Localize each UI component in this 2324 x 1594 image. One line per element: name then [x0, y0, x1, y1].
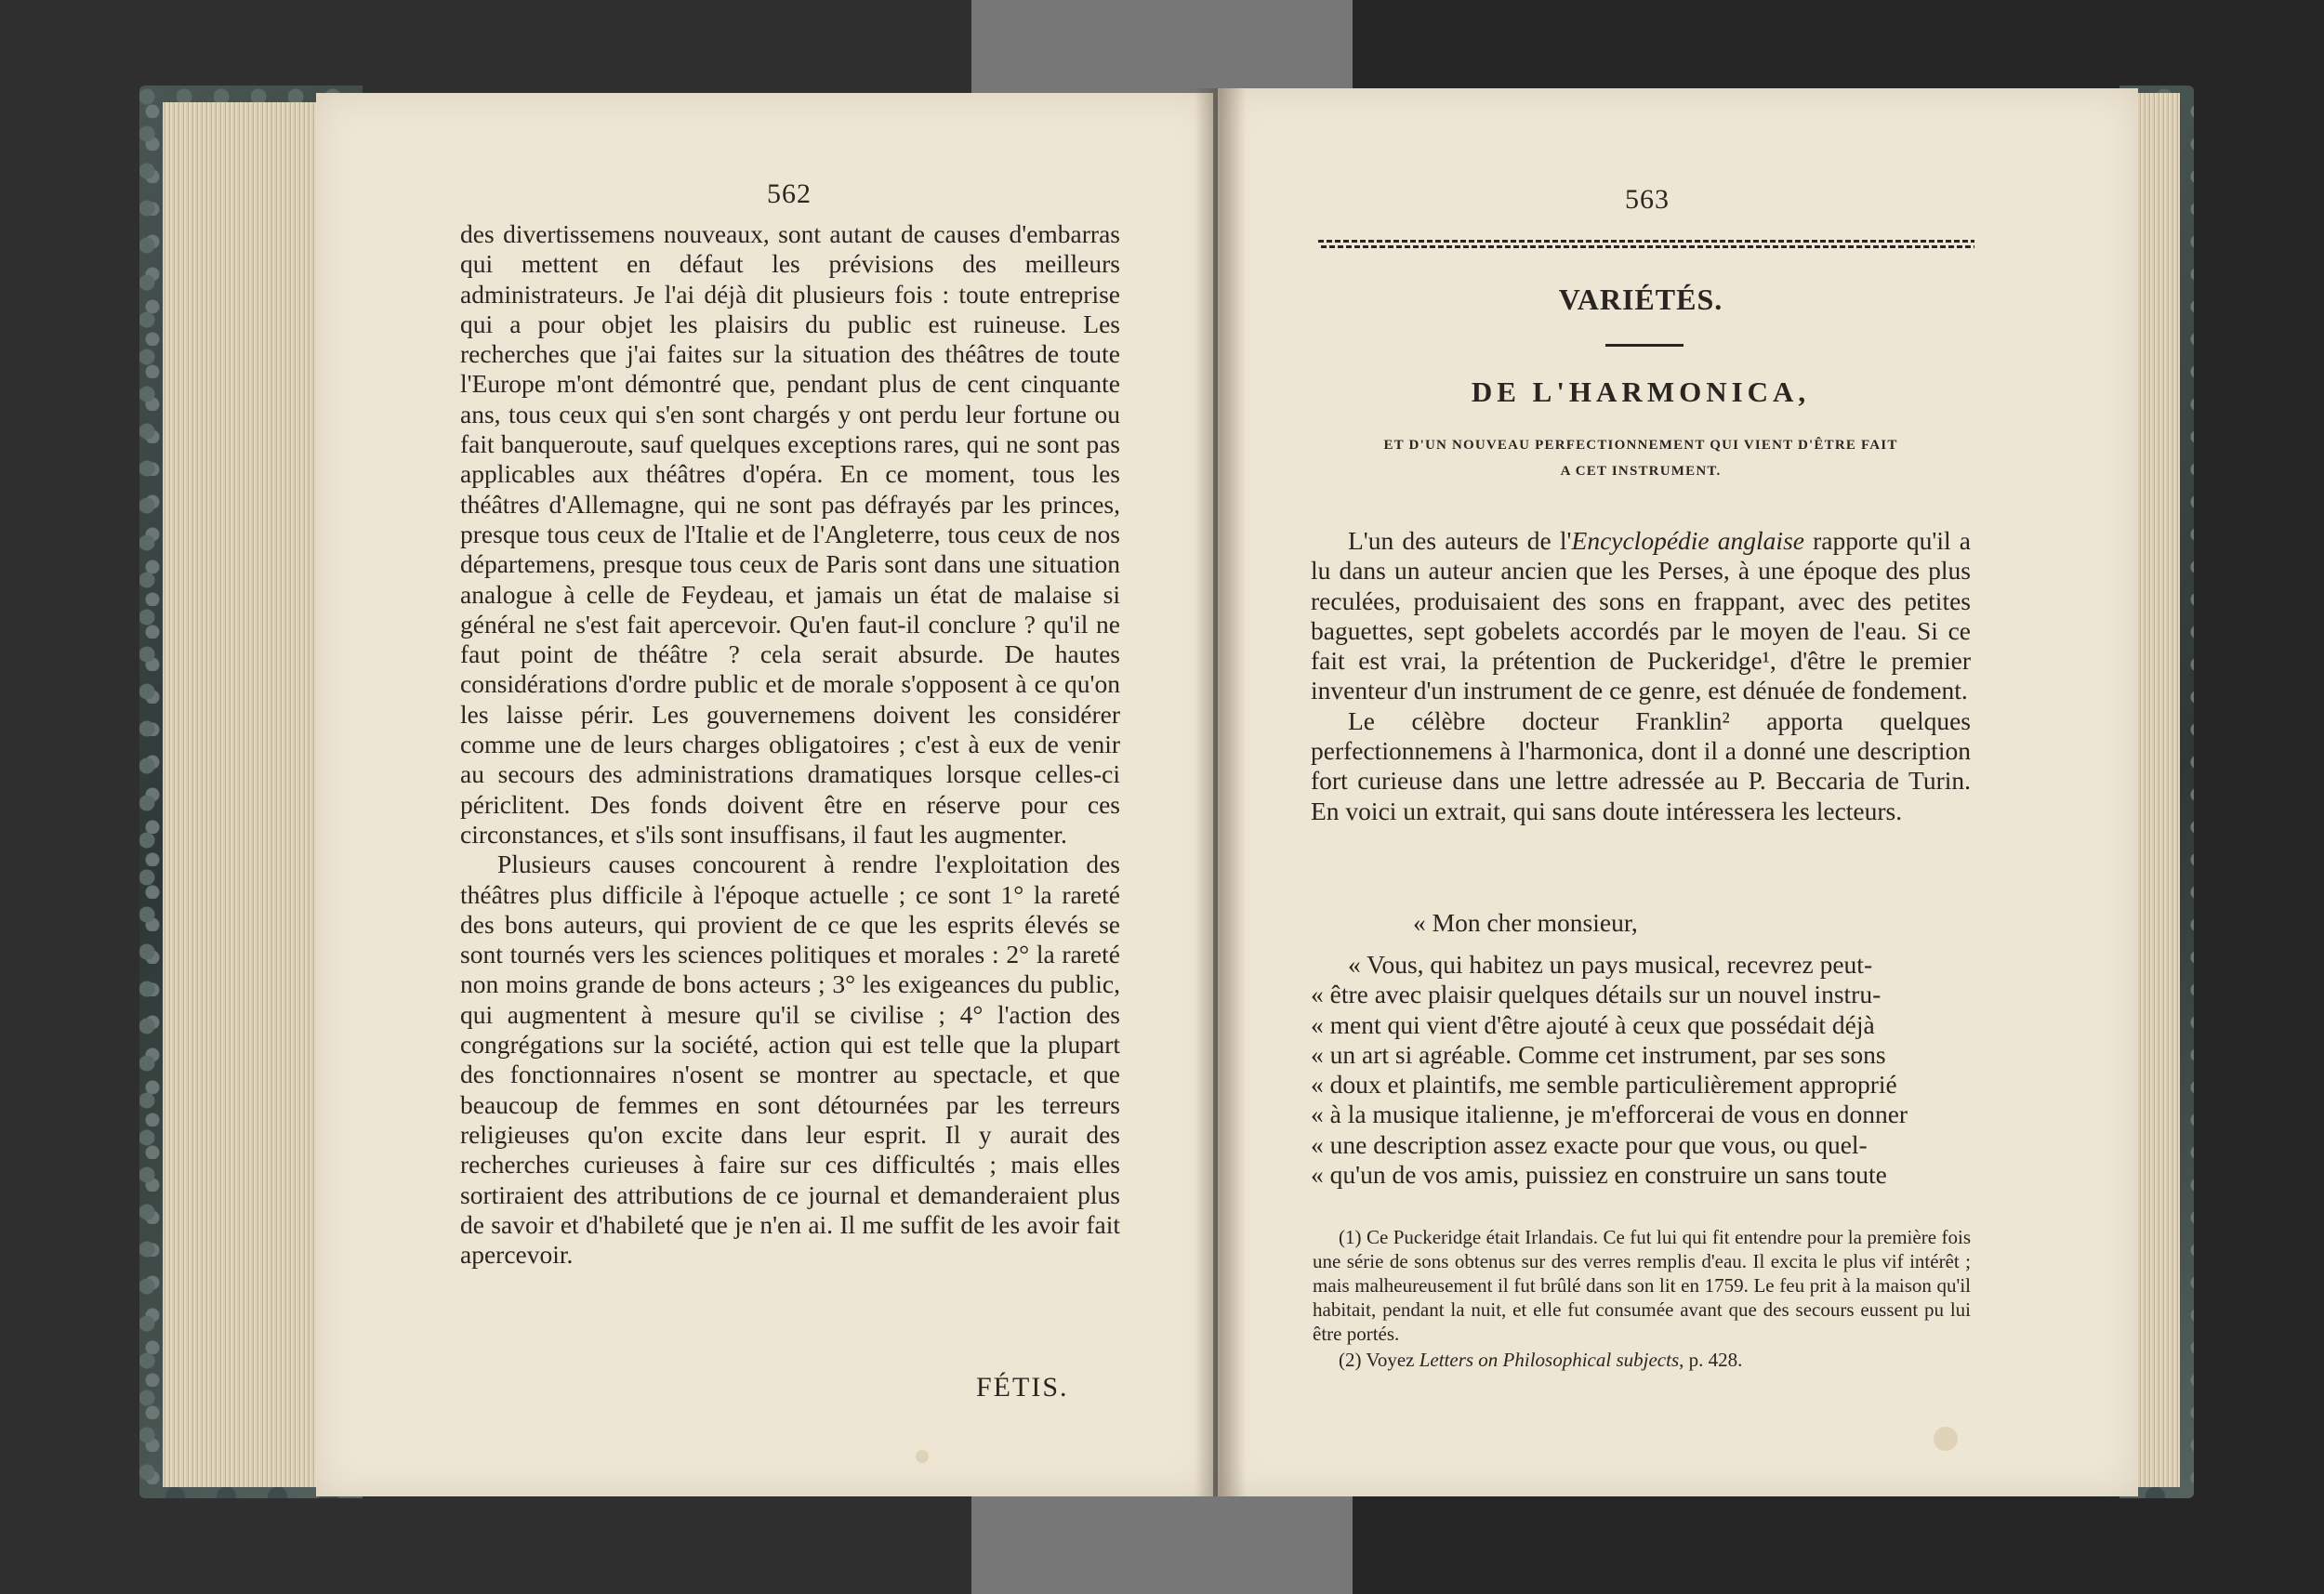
quote-line: « un art si agréable. Comme cet instrument, par ses sons: [1311, 1039, 1886, 1069]
left-page-text: [460, 219, 1120, 1270]
italic-title: Encyclopédie anglaise: [1571, 526, 1804, 555]
page-edges-left: [163, 102, 330, 1487]
right-page-text: [1311, 526, 1971, 826]
quoted-letter: [1311, 950, 1971, 1190]
page-stain: [916, 1450, 929, 1463]
article-subtitle-line: ET D'UN NOUVEAU PERFECTIONNEMENT QUI VIENT D'ÊTRE FAIT: [1383, 438, 1898, 453]
footnote-1: (1) Ce Puckeridge était Irlandais. Ce fut lui qui fit entendre pour la première fois une série de sons obtenus sur des verres remplis d'eau. Il excita le plus vif intérêt ; mais malheureusement il fut brûlé dans son lit en 1759. Le feu prit à la maison qu'il habitait, pendant la nuit, et elle fut consumée avant que des secours eussent pu lui être portés.: [1313, 1226, 1971, 1345]
text-run: Le célèbre docteur Franklin² apporta quelques perfectionnemens à l'harmonica, dont il a donné une description fort curieuse dans une lettre adressée au P. Beccaria de Turin. En voici un extrait, qui sans doute intéressera les lecteurs.: [1311, 705, 1971, 825]
author-signature: FÉTIS.: [976, 1372, 1069, 1403]
title-divider: [1605, 344, 1684, 347]
text-run: (2) Voyez: [1339, 1349, 1419, 1371]
right-paragraph-1: [1311, 526, 1971, 706]
footnotes: [1313, 1225, 1971, 1372]
footnote-2: [1313, 1348, 1971, 1372]
right-paragraph-2: [1311, 706, 1971, 826]
quote-line: « qu'un de vos amis, puissiez en construire un sans toute: [1311, 1160, 1887, 1190]
left-paragraph-2: Plusieurs causes concourent à rendre l'exploitation des théâtres plus difficile à l'époque actuelle ; ce sont 1° la rareté des bons auteurs, qui provient de ce que les esprits élevés se sont tournés vers les sciences politiques et morales : 2° la rareté non moins grande de bons acteurs ; 3° les exigeances du public, qui augmentent à mesure qu'il se civilise ; 4° l'action des congrégations sur la société, action qui est telle que la plupart des fonctionnaires n'osent se montrer au spectacle, et que beaucoup de femmes en sont détournées par les terreurs religieuses qu'on excite dans leur esprit. Il y aurait des recherches curieuses à faire sur ces difficultés ; mais elles sortiraient des attributions de ce journal et demanderaient plus de savoir et d'habileté que je n'en ai. Il me suffit de les avoir fait apercevoir.: [460, 850, 1120, 1270]
text-run: , p. 428.: [1679, 1349, 1743, 1371]
text-run: rapporte qu'il a lu dans un auteur ancien que les Perses, à une époque des plus reculées, produisaient des sons en frappant, avec des petites baguettes, sept gobelets accordés par le moyen de l'eau. Si ce fait est vrai, la prétention de Puckeridge¹, d'être le premier inventeur d'un instrument de ce genre, est dénuée de fondement.: [1311, 526, 1972, 705]
ornamental-rule: [1318, 240, 1974, 253]
page-stain: [1934, 1427, 1958, 1451]
quote-line: « Vous, qui habitez un pays musical, recevrez peut-: [1348, 950, 1873, 979]
article-subtitle: [1339, 432, 1943, 484]
page-number-right: 563: [1625, 184, 1670, 215]
text-run: L'un des auteurs de l': [1348, 526, 1572, 555]
letter-salutation: « Mon cher monsieur,: [1413, 908, 1638, 937]
quote-line: « doux et plaintifs, me semble particulièrement approprié: [1311, 1070, 1897, 1100]
reference-title: Letters on Philosophical subjects: [1419, 1349, 1680, 1371]
section-title: VARIÉTÉS.: [1558, 283, 1723, 316]
quote-line: « une description assez exacte pour que vous, ou quel-: [1311, 1129, 1868, 1159]
page-number-left: 562: [767, 178, 812, 209]
quote-line: « ment qui vient d'être ajouté à ceux que possédait déjà: [1311, 1009, 1875, 1039]
quote-line: « à la musique italienne, je m'efforcerai de vous en donner: [1311, 1100, 1908, 1129]
left-paragraph-1: des divertissemens nouveaux, sont autant de causes d'embarras qui mettent en défaut les prévisions des meilleurs administrateurs. Je l'ai déjà dit plusieurs fois : toute entreprise qui a pour objet les plaisirs du public est ruineuse. Les recherches que j'ai faites sur la situation des théâtres de toute l'Europe m'ont démontré que, pendant plus de cent cinquante ans, tous ceux qui s'en sont chargés y ont perdu leur fortune ou fait banqueroute, sauf quelques exceptions rares, qui ne sont pas applicables aux théâtres d'opéra. En ce moment, tous les théâtres d'Allemagne, qui ne sont pas défrayés par les princes, presque tous ceux de l'Italie et de l'Angleterre, tous ceux de nos départemens, presque tous ceux de Paris sont dans une situation analogue à celle de Feydeau, et jamais un état de malaise si général ne s'est fait apercevoir. Qu'en faut-il conclure ? qu'il ne faut point de théâtre ? cela serait absurde. De hautes considérations d'ordre public et de morale s'opposent à ce qu'on les laisse périr. Les gouvernemens doivent les considérer comme une de leurs charges obligatoires ; c'est à eux de venir au secours des administrations dramatiques lorsque celles-ci périclitent. Des fonds doivent être en réserve pour ces circonstances, et s'ils sont insuffisans, il faut les augmenter.: [460, 219, 1120, 849]
article-title: DE L'HARMONICA,: [1471, 375, 1811, 408]
book-gutter: [1195, 88, 1246, 1496]
quote-line: « être avec plaisir quelques détails sur un nouvel instru-: [1311, 980, 1882, 1009]
article-subtitle-line: A CET INSTRUMENT.: [1560, 464, 1722, 479]
